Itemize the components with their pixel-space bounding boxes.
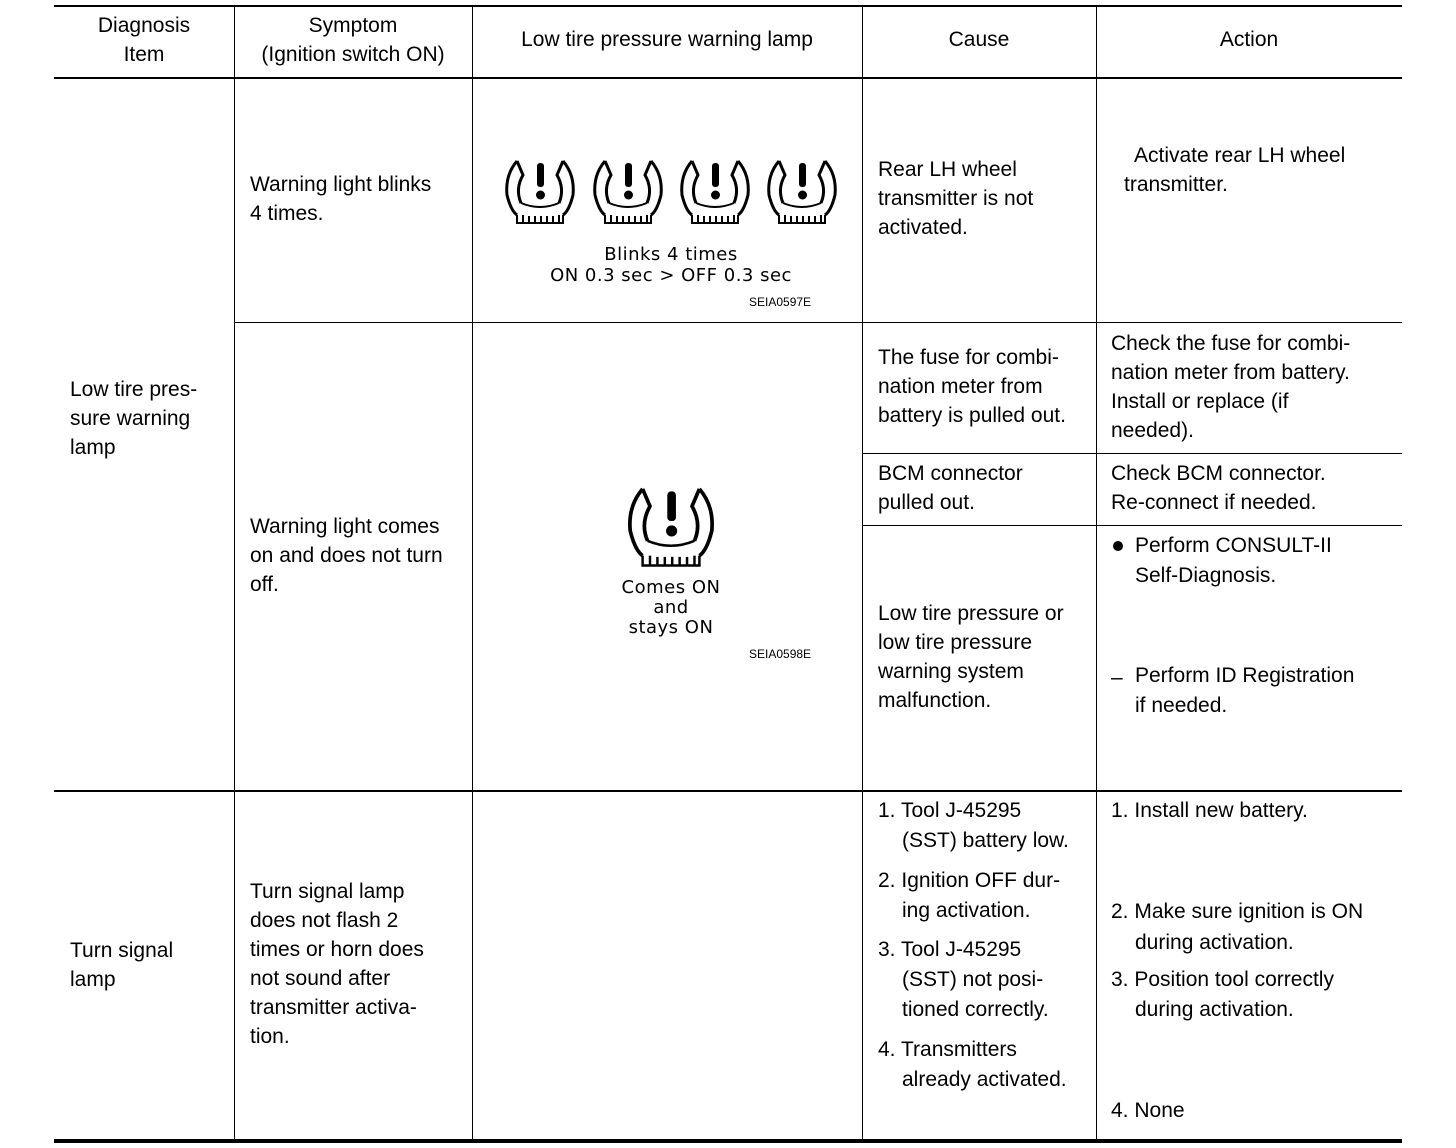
header-symptom-line-1: Symptom <box>308 14 398 37</box>
sub3-cause-line-3: warning system <box>878 660 1024 683</box>
action-line: during activation. <box>1135 998 1294 1021</box>
section1-diagnosis-item <box>70 375 197 462</box>
row1-caption-line-1: Blinks 4 times <box>604 244 738 265</box>
cause-line: (SST) battery low. <box>902 829 1069 852</box>
sub3-action-bullet <box>1135 531 1332 591</box>
cause-line: Tool J-45295 <box>900 938 1022 961</box>
row1-symptom-line-2: 4 times. <box>250 202 324 225</box>
sub1-bottom-rule <box>862 453 1402 454</box>
header-diagnosis-line-1: Diagnosis <box>97 14 191 37</box>
section2-symptom-line-1: Turn signal lamp <box>250 880 405 903</box>
row2-caption-line-1: Comes ON <box>621 577 721 598</box>
cause-line: Transmitters <box>900 1038 1017 1061</box>
sub1-action-line-1: Check the fuse for combi- <box>1111 332 1351 355</box>
table-top-rule <box>54 5 1402 7</box>
row2-symptom-line-2: on and does not turn <box>250 544 443 567</box>
action-number: 2. <box>1111 900 1129 923</box>
row1-caption-line-2: ON 0.3 sec > OFF 0.3 sec <box>550 265 792 286</box>
cause-line: Tool J-45295 <box>900 799 1022 822</box>
sub2-action-line-2: Re-connect if needed. <box>1111 491 1317 514</box>
row2-lamp-caption <box>472 578 870 638</box>
row2-symptom-line-1: Warning light comes <box>250 515 440 538</box>
tire-warning-icon <box>625 484 717 568</box>
cause-number: 4. <box>878 1038 896 1061</box>
cause-line: ing activation. <box>902 899 1031 922</box>
section2-symptom-line-4: not sound after <box>250 967 391 990</box>
table-bottom-rule <box>54 1139 1402 1143</box>
row2-symptom <box>250 512 443 599</box>
cause-number: 3. <box>878 938 896 961</box>
action-line: Install new battery. <box>1134 799 1308 822</box>
sub1-action-line-4: needed). <box>1111 419 1194 442</box>
header-diagnosis-item <box>54 11 234 69</box>
action-line: None <box>1134 1099 1185 1122</box>
sub3-dash-line-1: Perform ID Registration <box>1135 664 1355 687</box>
sub3-action-dash <box>1135 661 1354 721</box>
row1-figure-id: SEIA0597E <box>749 295 812 309</box>
sub3-cause-line-4: malfunction. <box>878 689 992 712</box>
cause-line: Ignition OFF dur- <box>901 869 1061 892</box>
row1-action <box>1124 141 1345 199</box>
tire-warning-icon <box>765 157 839 225</box>
sub3-bullet-line-2: Self-Diagnosis. <box>1135 564 1277 587</box>
row1-cause <box>878 155 1033 242</box>
action-item-3 <box>1111 965 1334 1025</box>
col-rule-4 <box>1096 6 1097 1141</box>
sub1-action <box>1111 329 1350 445</box>
dash-icon: – <box>1111 666 1123 689</box>
cause-line: (SST) not posi- <box>902 968 1044 991</box>
bullet-icon <box>1113 541 1123 551</box>
header-diagnosis-line-2: Item <box>123 43 165 66</box>
header-symptom-line-2: (Ignition switch ON) <box>261 43 445 66</box>
row1-symptom-line-1: Warning light blinks <box>250 173 432 196</box>
sub1-cause-line-3: battery is pulled out. <box>878 404 1066 427</box>
sub3-cause-line-1: Low tire pressure or <box>878 602 1064 625</box>
sub1-cause <box>878 343 1066 430</box>
action-number: 3. <box>1111 968 1129 991</box>
section2-item-line-1: Turn signal <box>70 939 174 962</box>
row1-action-line-1: Activate rear LH wheel <box>1134 144 1346 167</box>
col-rule-2 <box>472 6 473 1141</box>
cause-item-3 <box>878 935 1049 1025</box>
row1-symptom <box>250 170 431 228</box>
section2-symptom <box>250 877 424 1051</box>
sub1-cause-line-1: The fuse for combi- <box>878 346 1059 369</box>
sub2-bottom-rule <box>862 525 1402 526</box>
row2-figure-id: SEIA0598E <box>749 647 812 661</box>
sub3-bullet-line-1: Perform CONSULT-II <box>1135 534 1332 557</box>
action-item-2 <box>1111 896 1363 958</box>
row1-lamp-caption <box>472 244 870 286</box>
col-rule-1 <box>234 6 235 1141</box>
section2-symptom-line-2: does not flash 2 <box>250 909 399 932</box>
action-number: 1. <box>1111 799 1129 822</box>
sub3-cause <box>878 599 1064 715</box>
section2-symptom-line-3: times or horn does <box>250 938 424 961</box>
row2-caption-line-2: and <box>653 597 689 618</box>
header-warning-lamp: Low tire pressure warning lamp <box>521 28 813 51</box>
tire-warning-icon <box>678 157 752 225</box>
sub2-cause <box>878 459 1023 517</box>
sub2-cause-line-2: pulled out. <box>878 491 975 514</box>
tire-warning-icon <box>591 157 665 225</box>
sub1-action-line-2: nation meter from battery. <box>1111 361 1350 384</box>
action-line: Position tool correctly <box>1134 968 1334 991</box>
header-action: Action <box>1219 28 1279 51</box>
section1-item-line-1: Low tire pres- <box>70 378 198 401</box>
row1-cause-line-3: activated. <box>878 216 968 239</box>
cause-item-2 <box>878 866 1060 926</box>
tire-warning-icon <box>503 157 577 225</box>
sub2-action-line-1: Check BCM connector. <box>1111 462 1326 485</box>
section1-item-line-3: lamp <box>70 436 116 459</box>
action-line: during activation. <box>1135 931 1294 954</box>
section2-symptom-line-5: transmitter activa- <box>250 996 417 1019</box>
row1-bottom-rule <box>234 322 1402 323</box>
cause-item-1 <box>878 796 1069 856</box>
cause-line: already activated. <box>902 1068 1067 1091</box>
cause-item-4 <box>878 1035 1067 1095</box>
sub3-cause-line-2: low tire pressure <box>878 631 1033 654</box>
sub2-cause-line-1: BCM connector <box>878 462 1023 485</box>
sub2-action <box>1111 459 1326 517</box>
sub1-action-line-3: Install or replace (if <box>1111 390 1289 413</box>
header-bottom-rule <box>54 77 1402 79</box>
row2-caption-line-3: stays ON <box>628 617 714 638</box>
header-cause: Cause <box>948 28 1010 51</box>
section2-symptom-line-6: tion. <box>250 1025 290 1048</box>
section1-item-line-2: sure warning <box>70 407 191 430</box>
action-line: Make sure ignition is ON <box>1134 900 1364 923</box>
row1-cause-line-2: transmitter is not <box>878 187 1034 210</box>
section-divider-rule <box>54 790 1402 792</box>
action-item-4 <box>1111 1096 1185 1126</box>
cause-number: 2. <box>878 869 896 892</box>
row1-action-line-2: transmitter. <box>1124 173 1228 196</box>
cause-number: 1. <box>878 799 896 822</box>
cause-line: tioned correctly. <box>902 998 1049 1021</box>
header-symptom <box>234 11 472 69</box>
sub3-dash-line-2: if needed. <box>1135 694 1228 717</box>
action-number: 4. <box>1111 1099 1129 1122</box>
row1-cause-line-1: Rear LH wheel <box>878 158 1017 181</box>
col-rule-3 <box>862 6 863 1141</box>
row2-symptom-line-3: off. <box>250 573 279 596</box>
sub1-cause-line-2: nation meter from <box>878 375 1043 398</box>
section2-diagnosis-item <box>70 936 173 994</box>
action-item-1 <box>1111 796 1308 826</box>
section2-item-line-2: lamp <box>70 968 116 991</box>
